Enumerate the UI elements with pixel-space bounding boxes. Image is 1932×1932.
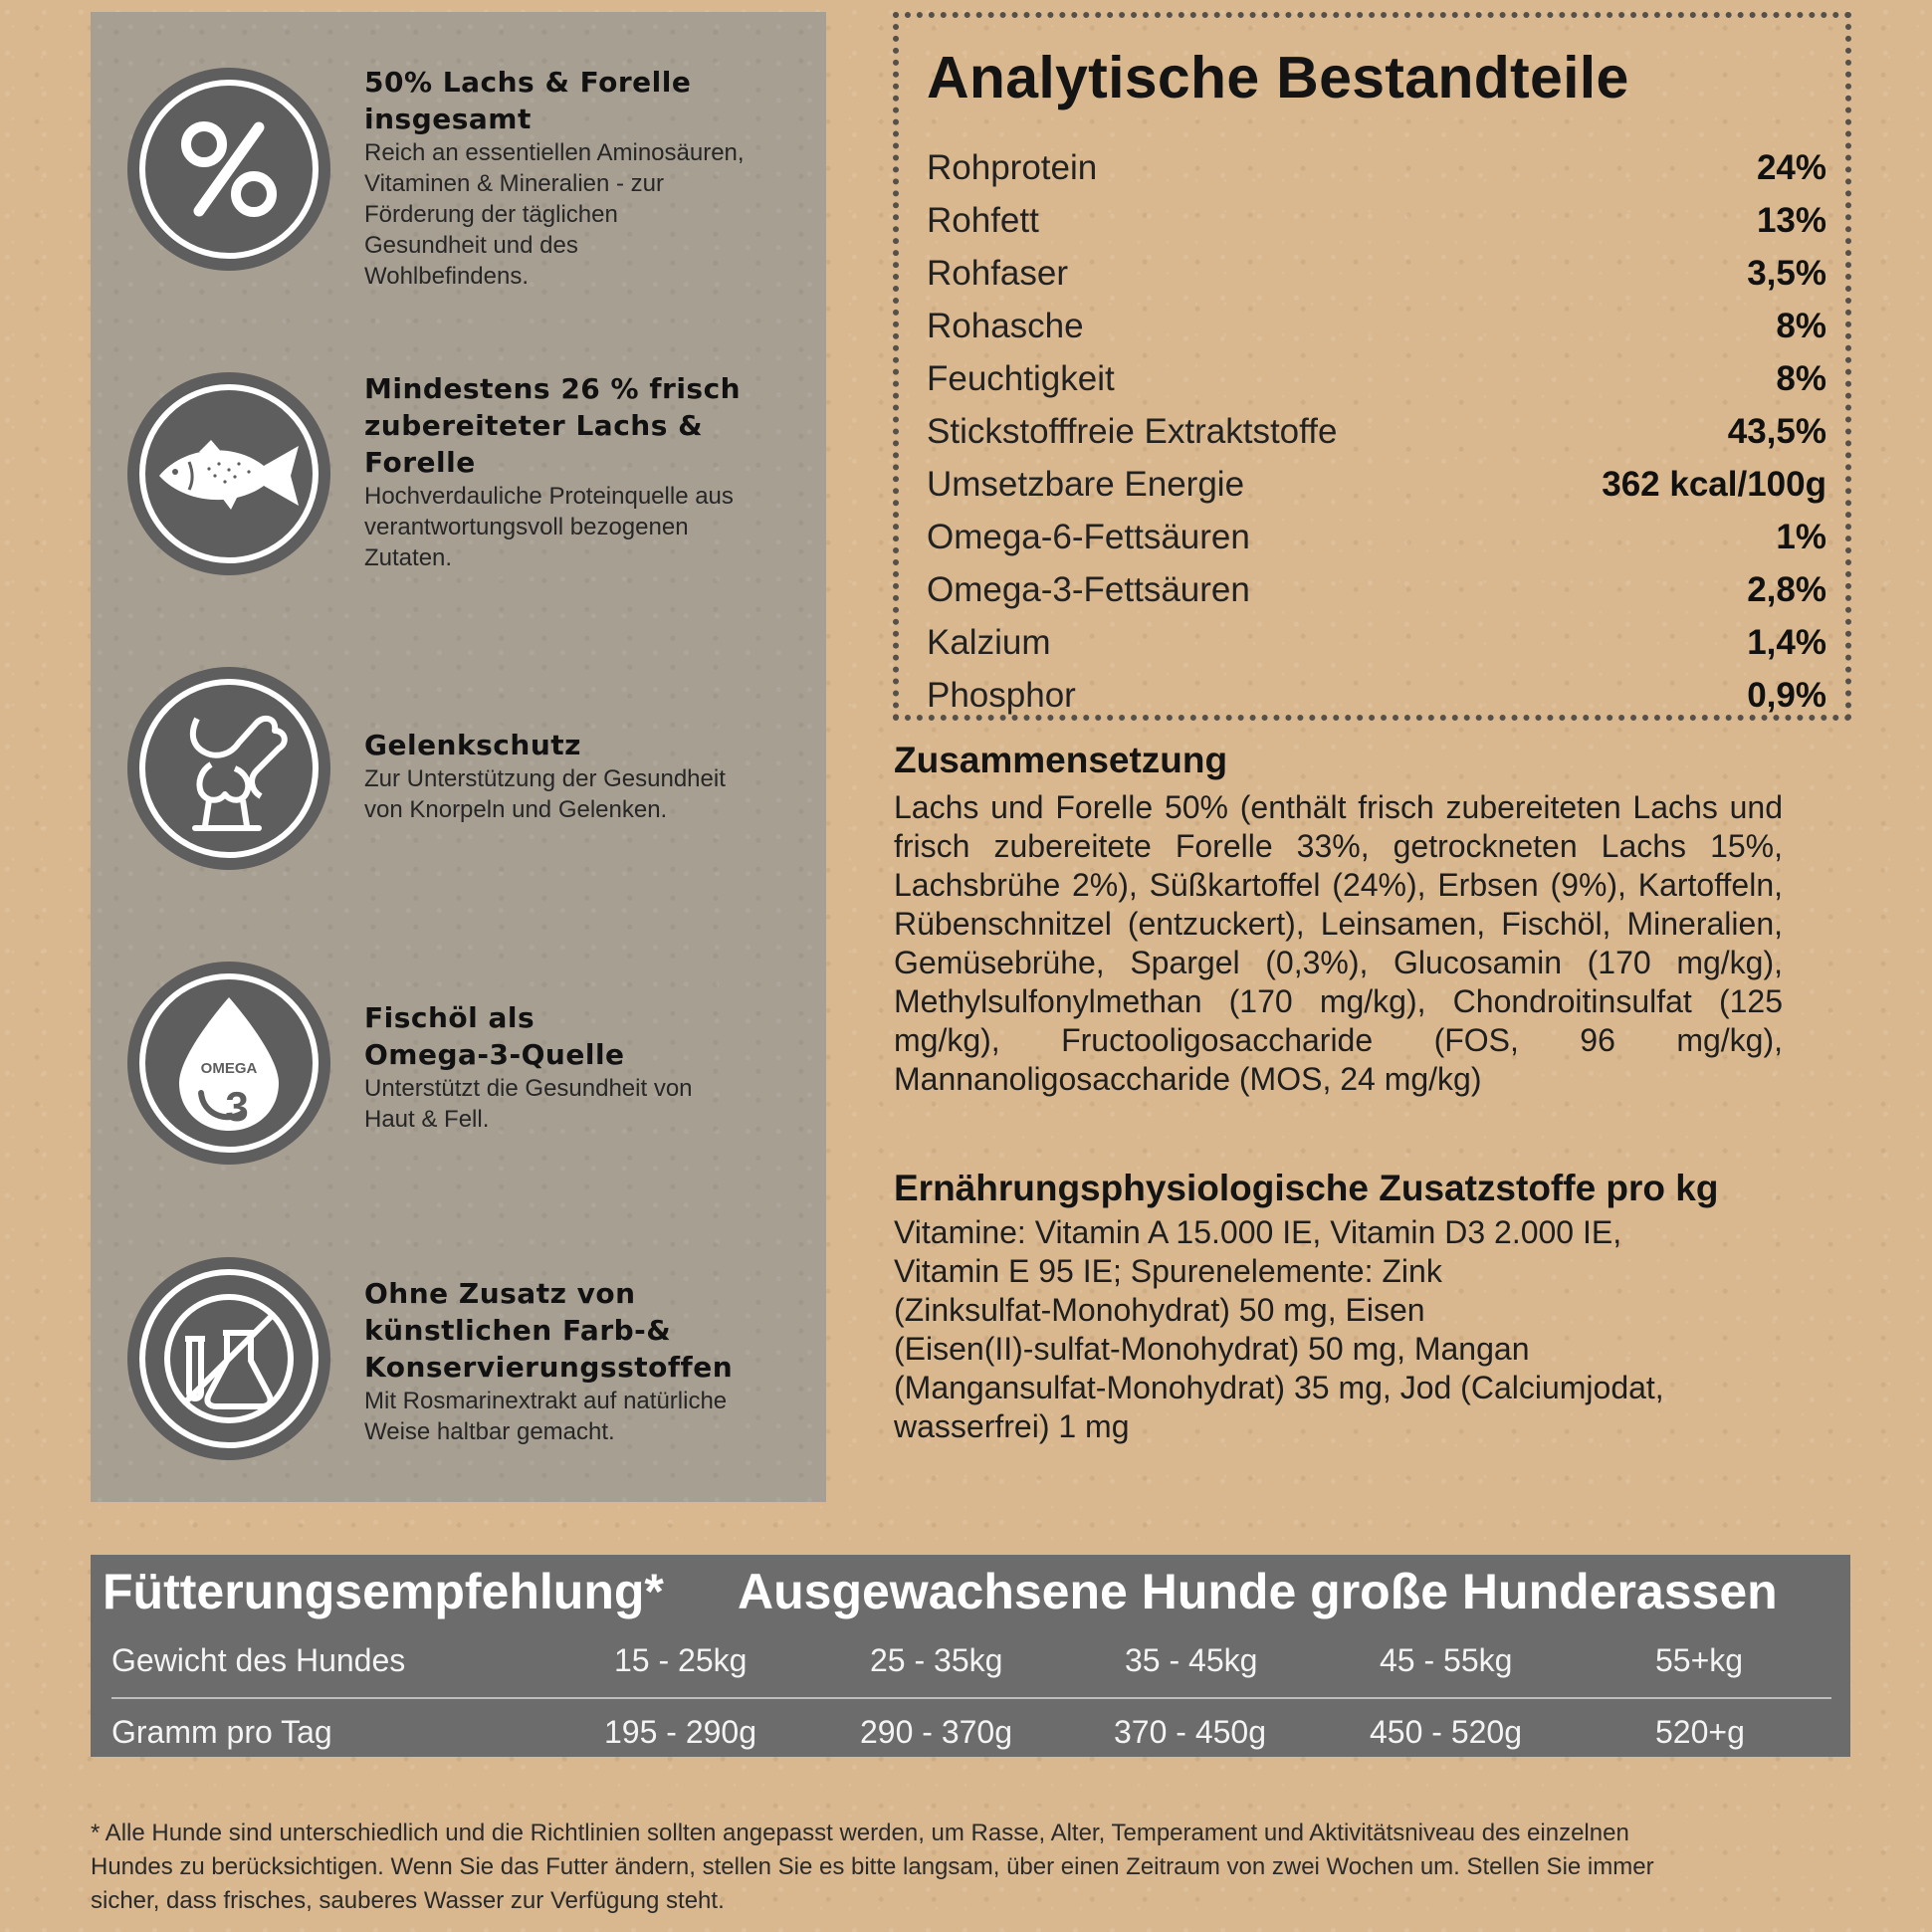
fish-icon xyxy=(127,372,330,575)
feature-description: Zur Unterstützung der Gesundheit von Knorpeln und Gelenken. xyxy=(364,765,726,823)
additives-body: Vitamine: Vitamin A 15.000 IE, Vitamin D3 2.000 IE, Vitamin E 95 IE; Spurenelemente: Zink (Zinksulfat-Monohydrat) 50 mg, Eisen (Eisen(II)-sulfat-Monohydrat) 50 mg, Mangan (Mangansulfat-Monohydrat) 35 mg, Jod (Calciumjodat, wasserfrei) 1 mg xyxy=(894,1214,1664,1444)
omega-label: OMEGA xyxy=(200,1060,258,1077)
omega-drop-icon xyxy=(127,962,330,1165)
weight-cell: 45 - 55kg xyxy=(1380,1642,1513,1678)
omega-number: 3 xyxy=(225,1083,249,1130)
feature-title: Mindestens 26 % frisch zubereiteter Lachs & Forelle xyxy=(364,372,742,479)
grams-row-label: Gramm pro Tag xyxy=(111,1714,332,1750)
analysis-row: Feuchtigkeit 8% xyxy=(927,359,1826,398)
feeding-table xyxy=(91,1555,1850,1757)
feature-title: Ohne Zusatz von künstlichen Farb-& Konservierungsstoffen xyxy=(364,1277,734,1384)
table-divider xyxy=(111,1697,1831,1699)
feature-description: Hochverdauliche Proteinquelle aus verantwortungsvoll bezogenen Zutaten. xyxy=(364,483,734,571)
weight-cell: 55+kg xyxy=(1655,1642,1744,1678)
analysis-row: Phosphor 0,9% xyxy=(927,676,1826,715)
feeding-title: Fütterungsempfehlung* xyxy=(103,1564,664,1619)
feature-description: Mit Rosmarinextrakt auf natürliche Weise haltbar gemacht. xyxy=(364,1388,728,1445)
feeding-subtitle: Ausgewachsene Hunde große Hunderassen xyxy=(738,1564,1778,1619)
composition-title: Zusammensetzung xyxy=(894,740,1228,780)
weight-cell: 25 - 35kg xyxy=(870,1642,1003,1678)
grams-cell: 195 - 290g xyxy=(604,1714,757,1750)
feature-title: Fischöl als Omega-3-Quelle xyxy=(364,1001,625,1071)
feature-description: Unterstützt die Gesundheit von Haut & Fell. xyxy=(364,1075,693,1133)
composition-body: Lachs und Forelle 50% (enthält frisch zubereiteten Lachs und frisch zubereitete Forelle 33%, getrockneten Lachs 15%, Lachsbrühe 2%), Süßkartoffel (24%), Erbsen (9%), Kartoffeln, Rübenschnitzel (entzuckert), Leinsamen, Fischöl, Mineralien, Gemüsebrühe, Spargel (0,3%), Glucosamin (170 mg/kg), Methylsulfonylmethan (170 mg/kg), Chondroitinsulfat (125 mg/kg), Fructooligosaccharide (FOS, 96 mg/kg), Mannanoligosaccharide (MOS, 24 mg/kg) xyxy=(894,789,1783,1097)
weight-cell: 35 - 45kg xyxy=(1125,1642,1258,1678)
analysis-row: Rohasche 8% xyxy=(927,307,1826,345)
weight-row-label: Gewicht des Hundes xyxy=(111,1642,406,1678)
analysis-row: Kalzium 1,4% xyxy=(927,623,1826,662)
grams-cell: 450 - 520g xyxy=(1370,1714,1523,1750)
joint-icon xyxy=(127,667,330,870)
analysis-row: Rohprotein 24% xyxy=(927,148,1826,187)
percent-icon xyxy=(127,68,330,271)
feature-title: Gelenkschutz xyxy=(364,729,581,761)
features-panel xyxy=(91,12,826,1502)
grams-cell: 370 - 450g xyxy=(1114,1714,1267,1750)
analysis-row: Umsetzbare Energie 362 kcal/100g xyxy=(927,465,1826,504)
weight-cell: 15 - 25kg xyxy=(614,1642,748,1678)
additives-title: Ernährungsphysiologische Zusatzstoffe pro kg xyxy=(894,1168,1719,1208)
footnote: * Alle Hunde sind unterschiedlich und die Richtlinien sollten angepasst werden, um Rasse, Alter, Temperament und Aktivitätsniveau des einzelnen Hundes zu berücksichtigen. Wenn Sie das Futter ändern, stellen Sie es bitte langsam, über einen Zeitraum von zwei Wochen um. Stellen Sie immer sicher, dass frisches, sauberes Wasser zur Verfügung steht. xyxy=(91,1820,1654,1914)
analysis-row: Rohfett 13% xyxy=(927,201,1826,240)
analysis-row: Omega-6-Fettsäuren 1% xyxy=(927,518,1826,556)
grams-cell: 520+g xyxy=(1655,1714,1745,1750)
feature-description: Reich an essentiellen Aminosäuren, Vitaminen & Mineralien - zur Förderung der täglichen Gesundheit und des Wohlbefindens. xyxy=(364,139,745,290)
analysis-title: Analytische Bestandteile xyxy=(927,45,1629,110)
analysis-box xyxy=(893,12,1851,721)
analysis-row: Omega-3-Fettsäuren 2,8% xyxy=(927,570,1826,609)
no-chemicals-icon xyxy=(127,1257,330,1460)
analysis-row: Rohfaser 3,5% xyxy=(927,254,1826,293)
feature-title: 50% Lachs & Forelle insgesamt xyxy=(364,66,692,135)
analysis-row: Stickstofffreie Extraktstoffe 43,5% xyxy=(927,412,1826,451)
grams-cell: 290 - 370g xyxy=(860,1714,1013,1750)
